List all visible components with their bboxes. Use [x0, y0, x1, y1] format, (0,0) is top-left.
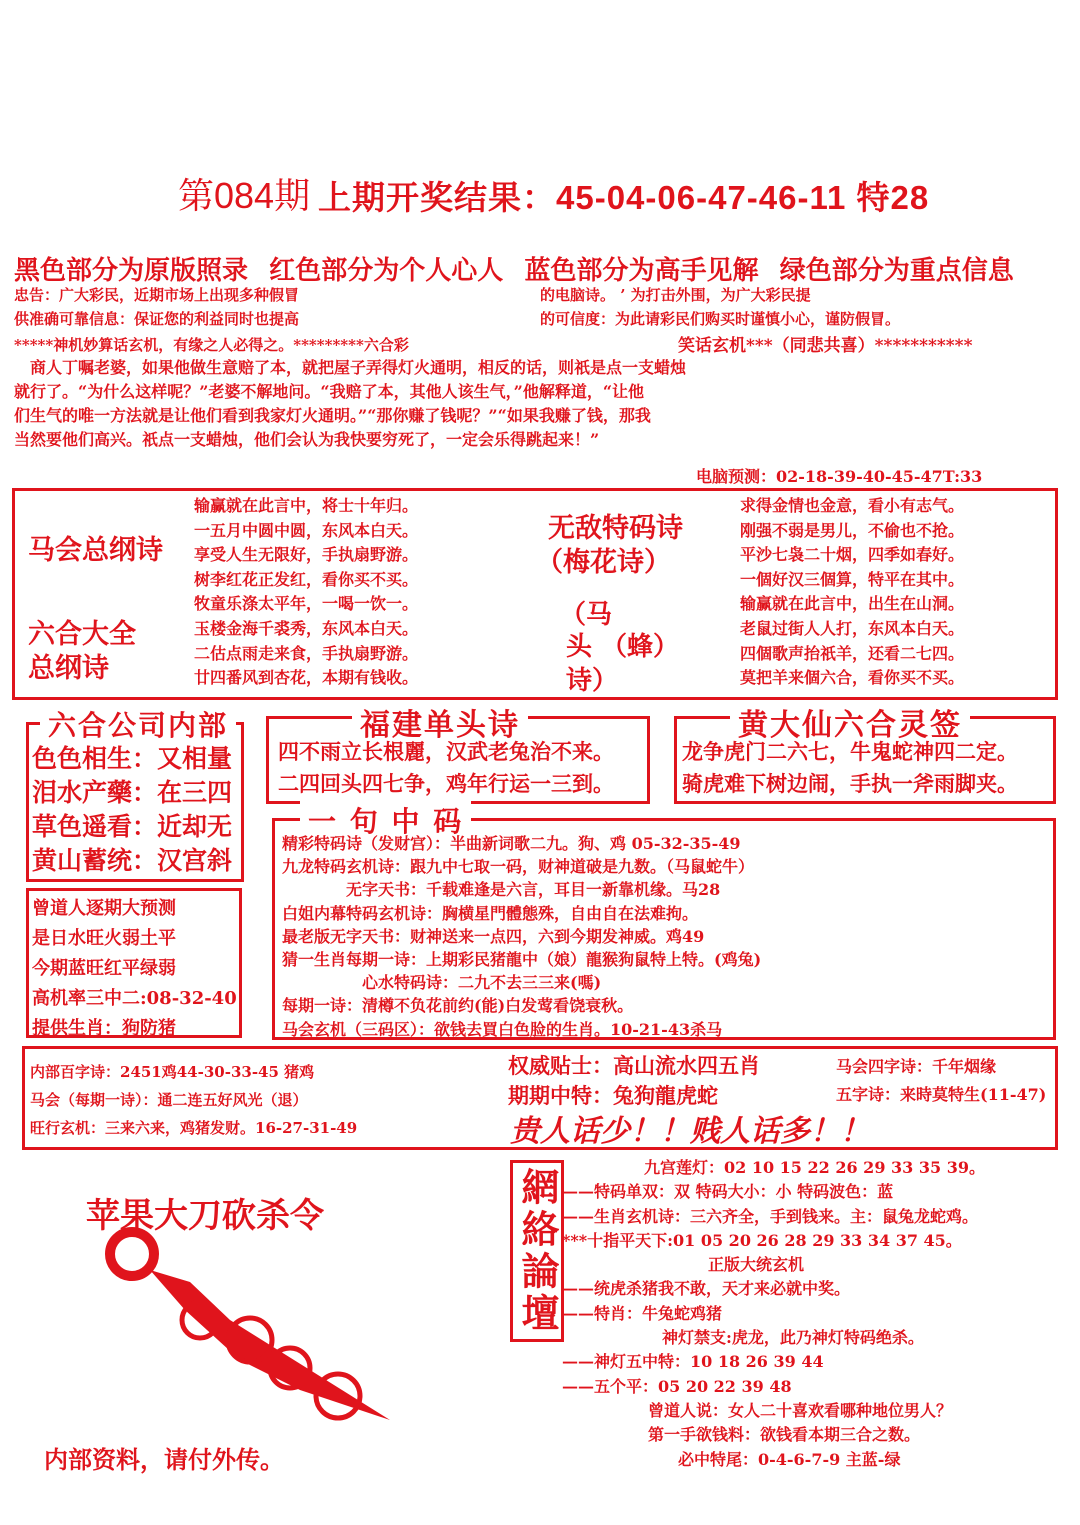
computer-forecast: 电脑预测：02-18-39-40-45-47T:33 [696, 467, 983, 486]
forum-line: ——统虎杀猪我不敢，天才来必就中奖。 [562, 1279, 851, 1299]
forum-line: ***十指平天下:01 05 20 26 28 29 33 34 37 45。 [562, 1230, 962, 1250]
poem-line: 平沙七袅二十烟，四季如春好。 [740, 545, 965, 565]
forum-line: ——生肖玄机诗：三六齐全，手到钱来。主：鼠兔龙蛇鸡。 [562, 1206, 979, 1226]
joke-body [14, 356, 1064, 452]
legend-black: 黑色部分为原版照录 [14, 255, 249, 285]
poem-line: 老鼠过街人人打，东风本白天。 [740, 618, 965, 638]
one-sentence-line: 每期一诗：清樽不负花前约(能)白发莺看饶衰秋。 [282, 996, 634, 1016]
knife-ring-icon [110, 1232, 154, 1276]
poem-title-tou: 头 （蜂） [566, 632, 680, 662]
bottom-info-line: 内部百字诗：2451鸡44-30-33-45 猪鸡 [30, 1063, 315, 1081]
forum-line: ——特肖：牛兔蛇鸡猪 [562, 1303, 723, 1323]
daoren-lines [32, 894, 237, 1044]
poem-line: 二估点雨走来食，手执扇野游。 [194, 643, 419, 663]
bottom-info-authority: 权威贴士：高山流水四五肖 [508, 1053, 760, 1078]
knife-illustration [90, 1220, 410, 1430]
bottom-info-left [30, 1058, 357, 1142]
poem-title-liuhe-a: 六合大全 [28, 619, 136, 650]
joke-line: 就行了。“为什么这样呢？”老婆不解地问。“我赔了本，其他人该生气，”他解释道，“让他 [14, 382, 645, 401]
bottom-info-line: 旺行玄机：三来六来，鸡猪发财。16-27-31-49 [30, 1119, 358, 1137]
company-lines [32, 742, 232, 878]
forum-line: 曾道人说：女人二十喜欢看哪种地位男人？ [648, 1400, 953, 1420]
poem-line: 廿四番风到杏花，本期有钱收。 [194, 668, 419, 688]
fujian-lines [278, 736, 614, 800]
company-line: 泪水产藥：在三四 [32, 778, 233, 807]
poem-line: 享受人生无限好，手执扇野游。 [194, 545, 419, 565]
last-draw-result: 上期开奖结果：45-04-06-47-46-11 特28 [318, 179, 930, 216]
notice-left-1: 忠告：广大彩民，近期市场上出现多种假冒 [14, 286, 300, 304]
poem-line: 一五月中圆中圆，东风本白天。 [194, 520, 419, 540]
huangdaxian-title: 黄大仙六合灵签 [730, 700, 970, 744]
poem-line: 树李红花正发红，看你买不买。 [194, 569, 419, 589]
poem-title-shi: 诗） [566, 666, 619, 696]
forum-line: 正版大统玄机 [708, 1255, 805, 1275]
forum-line: ——五个平：05 20 22 39 48 [562, 1376, 792, 1396]
joke-header-right: 笑话玄机***（同悲共喜）*********** [678, 336, 973, 356]
notice-left-2: 供准确可靠信息：保证您的利益同时也提高 [14, 310, 300, 328]
huangdaxian-line: 龙争虎门二六七，牛鬼蛇神四二定。 [682, 739, 1018, 764]
one-sentence-lines [282, 832, 761, 1041]
one-sentence-line: 猜一生肖每期一诗：上期彩民猪龍中（娘）龍猴狗鼠特上特。(鸡兔) [282, 950, 762, 970]
company-line: 色色相生：又相量 [32, 744, 233, 773]
issue-number: 第084期 [178, 175, 311, 216]
legend-row [14, 250, 1014, 287]
poem-title-wudi: 无敌特码诗 [548, 513, 683, 544]
one-sentence-line: 马会玄机（三码区）：欲钱去買白色脸的生肖。10-21-43杀马 [282, 1019, 723, 1039]
one-sentence-line: 白姐内幕特码玄机诗：胸横星門體態殊，自由自在法难拘。 [282, 903, 699, 923]
poem-title-liuhe-b: 总纲诗 [28, 653, 109, 684]
joke-line: 们生气的唯一方法就是让他们看到我家灯火通明。”“那你赚了钱呢？”“如果我赚了钱，那我 [14, 406, 651, 425]
bottom-info-slogan: 贵人话少！！贱人话多！！ [510, 1114, 870, 1149]
poem-line: 输赢就在此言中，将士十年归。 [194, 496, 419, 515]
poem-line: 牧童乐涤太平年，一喝一饮一。 [194, 594, 419, 614]
poem-title-ma: （马 [560, 600, 613, 630]
huangdaxian-line: 骑虎难下树边闹，手执一斧雨脚夹。 [682, 771, 1018, 796]
one-sentence-line: 心水特码诗：二九不去三三来(嗎) [282, 973, 602, 993]
knife-title: 苹果大刀砍杀令 [86, 1197, 324, 1235]
daoren-line: 高机率三中二:08-32-40 [32, 988, 237, 1009]
poem-line: 玉楼金海千裘秀，东风本白天。 [194, 618, 419, 638]
legend-red: 红色部分为个人心人 [269, 255, 504, 285]
company-title: 六合公司内部 [40, 704, 236, 744]
one-sentence-line: 九龙特码玄机诗：跟九中七取一码，财神道破是九数。（马鼠蛇牛） [282, 857, 755, 877]
one-sentence-line: 精彩特码诗（发财宫）：半曲新词歌二九。狗、鸡 05-32-35-49 [282, 834, 741, 853]
forum-line: ——神灯五中特：10 18 26 39 44 [562, 1352, 824, 1372]
daoren-line: 是日水旺火弱土平 [32, 928, 176, 949]
notice-right-2: 的可信度：为此请彩民们购买时谨慎小心，谨防假冒。 [540, 310, 901, 328]
legend-green: 绿色部分为重点信息 [779, 255, 1014, 285]
legend-blue: 蓝色部分为高手见解 [524, 255, 759, 285]
bottom-info-mahui4: 马会四字诗：千年烟缘 [836, 1057, 997, 1076]
poem-line: 输赢就在此言中，出生在山洞。 [740, 594, 965, 614]
notice-right-1: 的电脑诗。 ’ 为打击外围，为广大彩民提 [540, 286, 811, 304]
one-sentence-title: 一 句 中 码 [300, 800, 471, 840]
poem-line: 刚强不弱是男儿，不偷也不抢。 [740, 520, 965, 540]
daoren-title: 曾道人逐期大预测 [32, 898, 176, 919]
forum-lines [562, 1156, 985, 1472]
huangdaxian-lines [682, 736, 1018, 800]
fujian-line: 四不雨立长根麗，汉武老兔治不来。 [278, 739, 614, 764]
one-sentence-line: 最老版无字天书：财神送来一点四，六到今期发神威。鸡49 [282, 926, 705, 946]
poem-title-mahui: 马会总纲诗 [28, 535, 163, 566]
forum-line: 神灯禁支:虎龙，此乃神灯特码绝杀。 [662, 1328, 924, 1348]
one-sentence-line: 无字天书：千载难逢是六言，耳目一新靠机缘。马28 [282, 880, 721, 900]
bottom-info-wuzi: 五字诗：来時莫特生(11-47) [836, 1085, 1047, 1104]
joke-line: 商人丁嘱老婆，如果他做生意赔了本，就把屋子弄得灯火通明，相反的话，则祇是点一支蜡烛 [14, 358, 687, 377]
forum-line: 第一手欲钱料：欲钱看本期三合之数。 [648, 1425, 921, 1445]
poem-line: 一個好汉三個算，特平在其中。 [740, 569, 965, 589]
fujian-line: 二四回头四七争，鸡年行运一三到。 [278, 771, 614, 796]
poem-line: 四個歌声抬祇羊，还看二七四。 [740, 643, 965, 663]
company-line: 草色遥看：近却无 [32, 812, 233, 841]
daoren-line: 今期蓝旺红平绿弱 [32, 958, 176, 979]
poem-line: 莫把羊来個六合，看你买不买。 [740, 668, 965, 688]
poem-title-meihua: （梅花诗） [536, 547, 671, 578]
forum-vertical-title: 網絡論壇 [510, 1160, 564, 1342]
company-line: 黄山蓄统：汉宫斜 [32, 846, 233, 875]
forum-line: 必中特尾：0-4-6-7-9 主蓝-绿 [678, 1449, 901, 1469]
poem-line: 求得金情也金意，看小有志气。 [740, 496, 965, 515]
forum-line: 九宫莲灯：02 10 15 22 26 29 33 35 39。 [644, 1158, 985, 1177]
joke-header-left: *****神机妙算话玄机，有缘之人必得之。*********六合彩 [14, 336, 409, 354]
poem-left-column [194, 494, 418, 691]
poem-right-column [740, 494, 964, 691]
joke-line: 当然要他们高兴。祇点一支蜡烛，他们会认为我快要穷死了，一定会乐得跳起来！” [14, 430, 600, 449]
daoren-line: 提供生肖：狗防猪 [32, 1018, 176, 1039]
bottom-info-qiqi: 期期中特：兔狗龍虎蛇 [508, 1083, 718, 1108]
fujian-title: 福建单头诗 [352, 700, 528, 744]
bottom-info-line: 马会（每期一诗）：通二连五好风光（退） [30, 1091, 308, 1109]
knife-note: 内部资料，请付外传。 [44, 1447, 284, 1474]
forum-line: ——特码单双：双 特码大小：小 特码波色：蓝 [562, 1182, 894, 1202]
